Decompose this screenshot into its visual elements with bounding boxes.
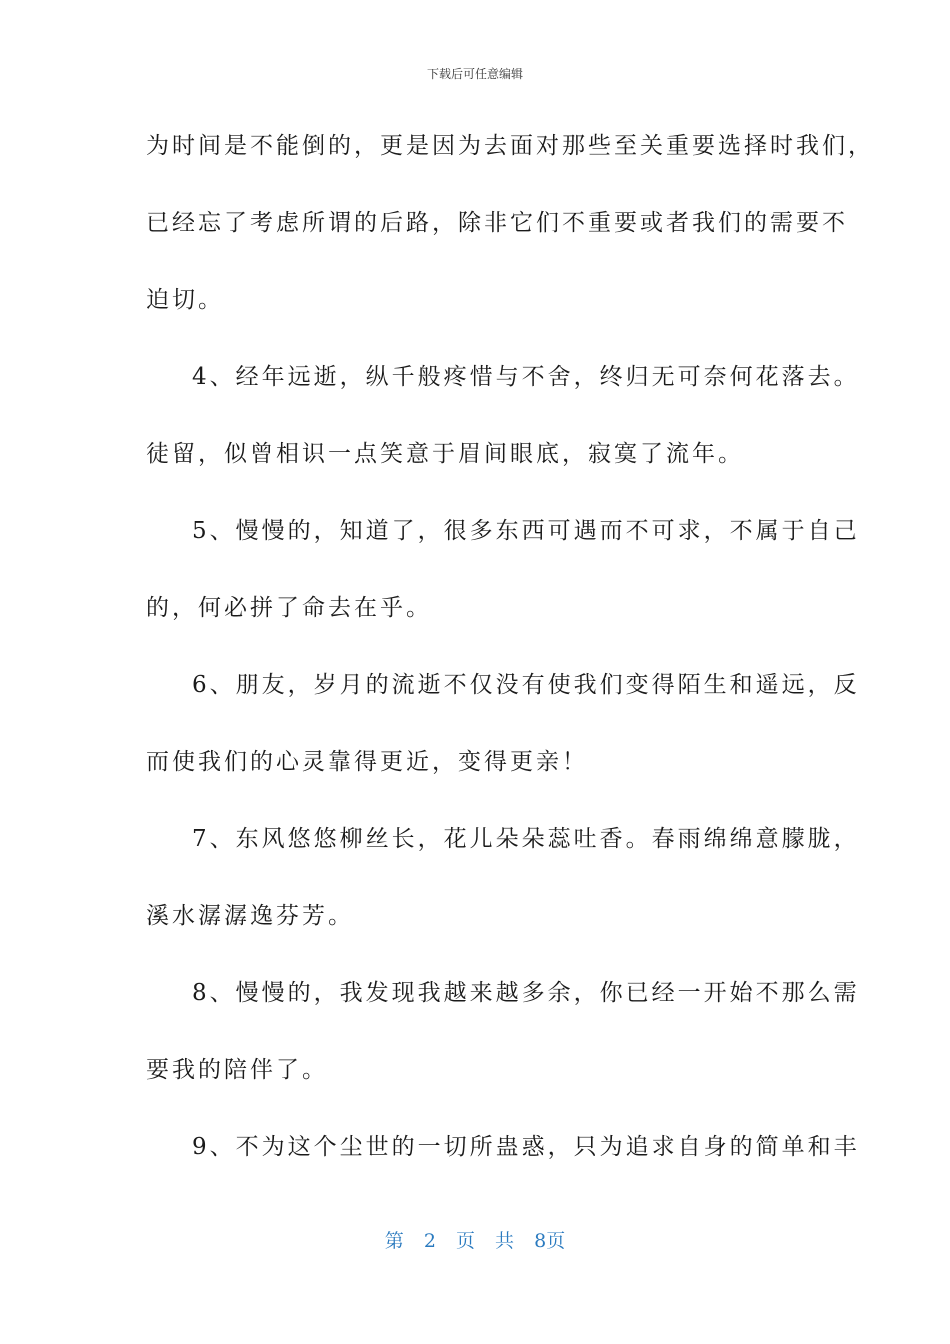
list-item-7: 7、东风悠悠柳丝长，花儿朵朵蕊吐香。春雨绵绵意朦胧， (192, 826, 860, 852)
list-item-4: 4、经年远逝，纵千般疼惜与不舍，终归无可奈何花落去。 (192, 364, 860, 390)
body-text (146, 108, 874, 1186)
footer-page-number: 2 (423, 1230, 436, 1252)
footer-ye: 页 (455, 1230, 475, 1252)
text-line: 已经忘了考虑所谓的后路，除非它们不重要或者我们的需要不 (146, 210, 848, 236)
text-line: 溪水潺潺逸芬芳。 (146, 903, 354, 929)
footer-gong: 共 (495, 1230, 515, 1252)
list-item-9: 9、不为这个尘世的一切所蛊惑，只为追求自身的简单和丰 (192, 1134, 860, 1160)
page-header: 下载后可任意编辑 (426, 67, 523, 81)
text-line: 迫切。 (146, 287, 224, 313)
text-line: 为时间是不能倒的，更是因为去面对那些至关重要选择时我们， (146, 133, 874, 159)
list-item-8: 8、慢慢的，我发现我越来越多余，你已经一开始不那么需 (192, 980, 860, 1006)
text-line: 而使我们的心灵靠得更近，变得更亲！ (146, 749, 588, 775)
text-line: 徒留，似曾相识一点笑意于眉间眼底，寂寞了流年。 (146, 441, 744, 467)
footer-di: 第 (384, 1230, 404, 1252)
text-line: 的，何必拼了命去在乎。 (146, 595, 432, 621)
list-item-6: 6、朋友，岁月的流逝不仅没有使我们变得陌生和遥远，反 (192, 672, 860, 698)
page-footer (0, 1226, 950, 1253)
list-item-5: 5、慢慢的，知道了，很多东西可遇而不可求，不属于自己 (192, 518, 860, 544)
text-line: 要我的陪伴了。 (146, 1057, 328, 1083)
footer-total-pages: 8页 (534, 1230, 566, 1252)
